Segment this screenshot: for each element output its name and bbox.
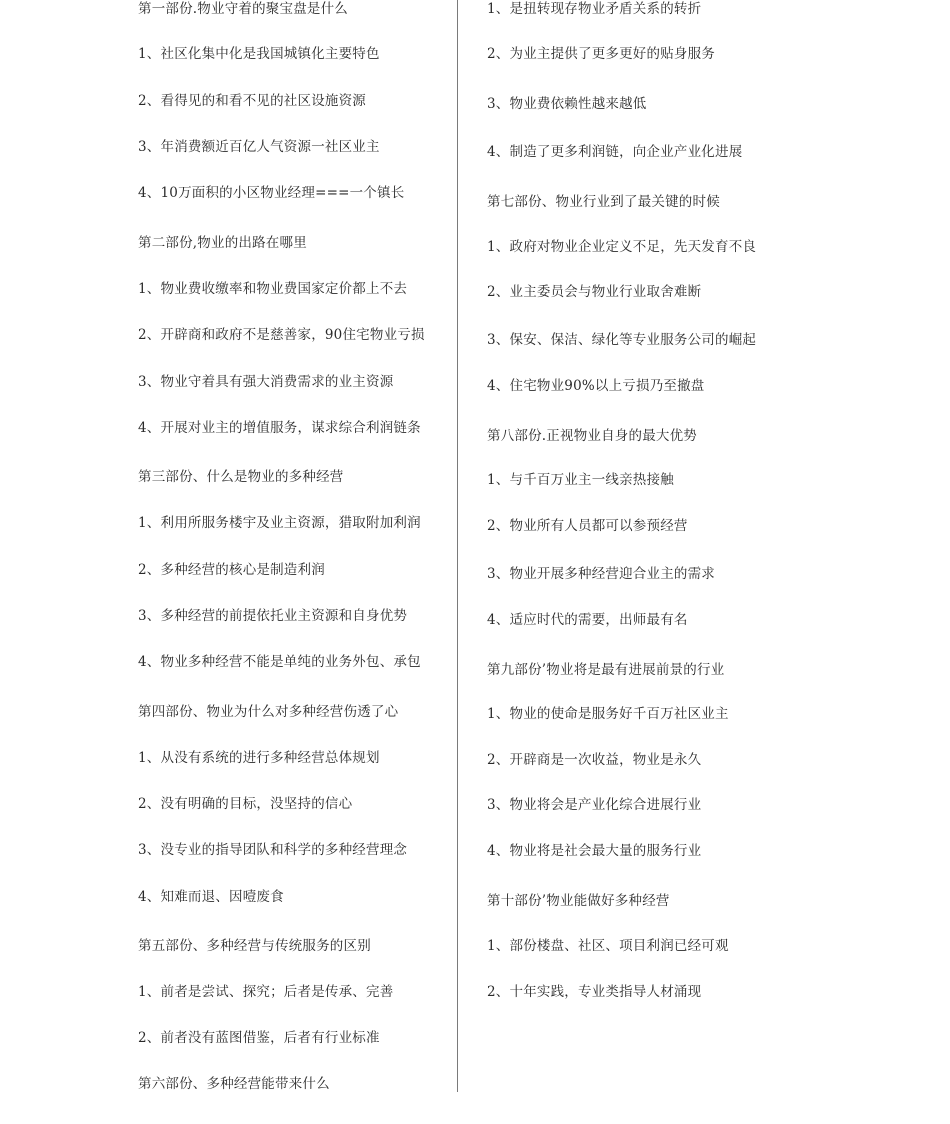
- list-item: 3、物业将会是产业化综合进展行业: [487, 797, 702, 813]
- list-item: 4、制造了更多利润链，向企业产业化进展: [487, 144, 743, 160]
- section-heading: 第九部份’物业将是最有进展前景的行业: [487, 662, 725, 678]
- list-item: 2、业主委员会与物业行业取舍难断: [487, 284, 702, 300]
- section-heading: 第八部份.正视物业自身的最大优势: [487, 428, 697, 444]
- list-item: 4、适应时代的需要，出师最有名: [487, 612, 688, 628]
- section-heading: 第五部份、多种经营与传统服务的区别: [138, 938, 371, 954]
- section-heading: 第一部份.物业守着的聚宝盘是什么: [138, 1, 348, 17]
- list-item: 3、多种经营的前提依托业主资源和自身优势: [138, 608, 408, 624]
- list-item: 3、保安、保洁、绿化等专业服务公司的崛起: [487, 332, 757, 348]
- section-heading: 第七部份、物业行业到了最关键的时候: [487, 194, 720, 210]
- list-item: 4、开展对业主的增值服务，谋求综合利润链条: [138, 420, 421, 436]
- section-heading: 第二部份,物业的出路在哪里: [138, 235, 307, 251]
- list-item: 2、多种经营的核心是制造利润: [138, 562, 325, 578]
- list-item: 4、物业多种经营不能是单纯的业务外包、承包: [138, 654, 421, 670]
- list-item: 2、没有明确的目标，没坚持的信心: [138, 796, 353, 812]
- list-item: 4、物业将是社会最大量的服务行业: [487, 843, 702, 859]
- section-heading: 第六部份、多种经营能带来什么: [138, 1076, 330, 1092]
- list-item: 2、开辟商是一次收益，物业是永久: [487, 752, 702, 768]
- list-item: 2、十年实践，专业类指导人材涌现: [487, 984, 702, 1000]
- list-item: 2、开辟商和政府不是慈善家，90住宅物业亏损: [138, 327, 425, 343]
- list-item: 4、知难而退、因噎废食: [138, 889, 284, 905]
- list-item: 1、社区化集中化是我国城镇化主要特色: [138, 46, 380, 62]
- list-item: 2、前者没有蓝图借鉴，后者有行业标准: [138, 1030, 380, 1046]
- list-item: 1、物业的使命是服务好千百万社区业主: [487, 706, 729, 722]
- list-item: 3、物业守着具有强大消费需求的业主资源: [138, 374, 394, 390]
- list-item: 2、看得见的和看不见的社区设施资源: [138, 93, 366, 109]
- list-item: 4、住宅物业90%以上亏损乃至撤盘: [487, 378, 705, 394]
- list-item: 1、与千百万业主一线亲热接触: [487, 472, 674, 488]
- section-heading: 第四部份、物业为什么对多种经营伤透了心: [138, 704, 399, 720]
- list-item: 1、是扭转现存物业矛盾关系的转折: [487, 1, 702, 17]
- list-item: 3、没专业的指导团队和科学的多种经营理念: [138, 842, 408, 858]
- list-item: 1、前者是尝试、探究；后者是传承、完善: [138, 984, 394, 1000]
- list-item: 2、物业所有人员都可以参预经营: [487, 518, 688, 534]
- section-heading: 第三部份、什么是物业的多种经营: [138, 469, 344, 485]
- list-item: 3、年消费额近百亿人气资源一社区业主: [138, 139, 380, 155]
- list-item: 1、物业费收缴率和物业费国家定价都上不去: [138, 281, 408, 297]
- section-heading: 第十部份’物业能做好多种经营: [487, 893, 670, 909]
- list-item: 4、10万面积的小区物业经理===一个镇长: [138, 185, 405, 201]
- list-item: 2、为业主提供了更多更好的贴身服务: [487, 46, 715, 62]
- column-divider: [457, 0, 458, 1092]
- list-item: 1、部份楼盘、社区、项目利润已经可观: [487, 938, 729, 954]
- list-item: 3、物业开展多种经营迎合业主的需求: [487, 566, 715, 582]
- list-item: 1、从没有系统的进行多种经营总体规划: [138, 750, 380, 766]
- list-item: 3、物业费依赖性越来越低: [487, 96, 647, 112]
- list-item: 1、政府对物业企业定义不足，先天发育不良: [487, 239, 757, 255]
- list-item: 1、利用所服务楼宇及业主资源，猎取附加利润: [138, 515, 421, 531]
